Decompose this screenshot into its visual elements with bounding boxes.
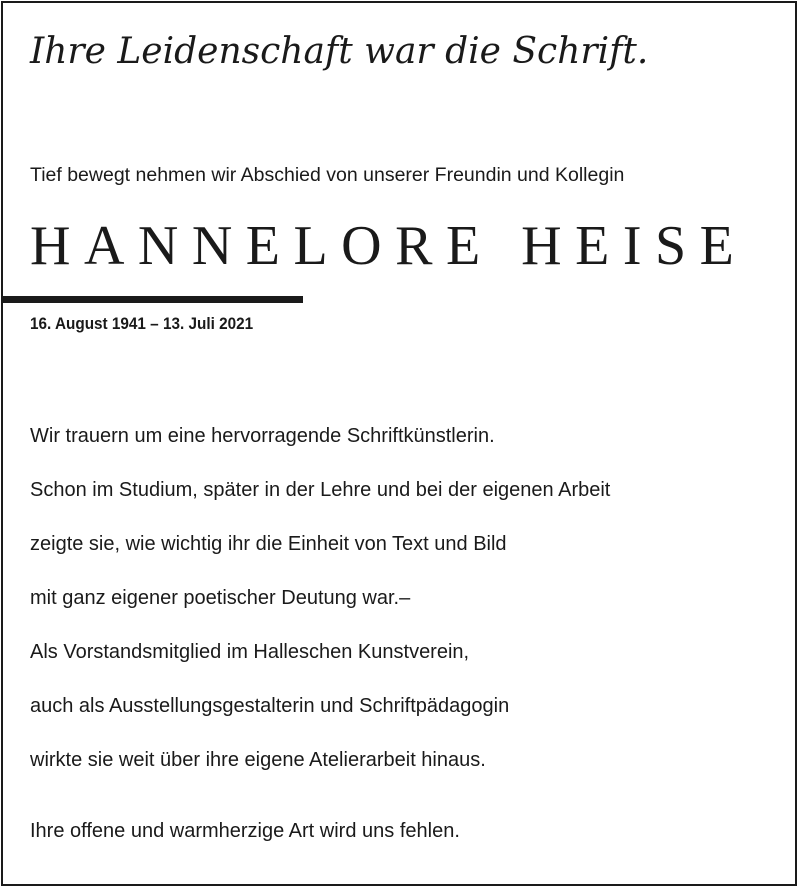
obituary-frame	[1, 1, 797, 886]
tribute-text	[30, 422, 610, 800]
intro-text: Tief bewegt nehmen wir Abschied von unserer Freundin und Kollegin	[30, 164, 625, 186]
tribute-line: Als Vorstandsmitglied im Halleschen Kunstverein,	[30, 641, 470, 663]
tribute-line: Wir trauern um eine hervorragende Schriftkünstlerin.	[30, 425, 495, 447]
tribute-line: zeigte sie, wie wichtig ihr die Einheit von Text und Bild	[30, 533, 507, 555]
divider-bar	[3, 296, 303, 303]
life-dates: 16. August 1941 – 13. Juli 2021	[30, 314, 254, 333]
closing-line: Ihre offene und warmherzige Art wird uns fehlen.	[30, 820, 460, 842]
tribute-line: Schon im Studium, später in der Lehre und bei der eigenen Arbeit	[30, 479, 611, 501]
tribute-line: mit ganz eigener poetischer Deutung war.–	[30, 587, 411, 609]
tribute-line: auch als Ausstellungsgestalterin und Schriftpädagogin	[30, 695, 510, 717]
deceased-name: HANNELORE HEISE	[30, 215, 748, 277]
tribute-line: wirkte sie weit über ihre eigene Atelierarbeit hinaus.	[30, 749, 486, 771]
motto-heading: Ihre Leidenschaft war die Schrift.	[30, 31, 649, 72]
